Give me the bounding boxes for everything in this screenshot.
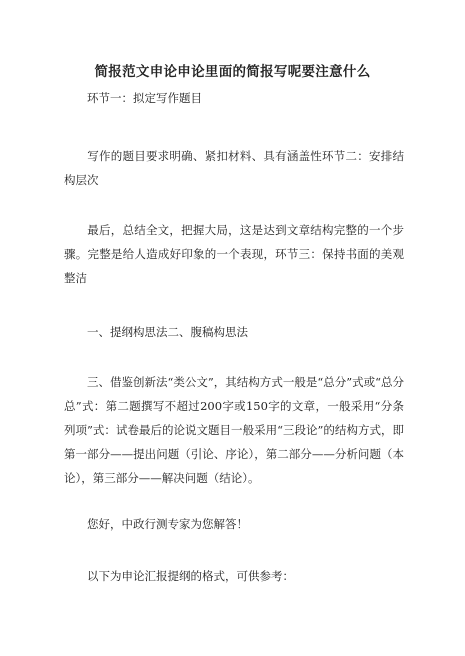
paragraph-7-text: 以下为申论汇报提纲的格式，可供参考： xyxy=(87,569,294,583)
paragraph-7 xyxy=(64,564,404,588)
paragraph-3-text: 最后，总结全文，把握大局，这是达到文章结构完整的一个步骤。完整是给人造成好印象的一个表现，环节三：保持书面的美观整洁 xyxy=(64,223,404,285)
paragraph-1 xyxy=(64,86,404,110)
document-title: 简报范文申论申论里面的简报写呢要注意什么 xyxy=(94,64,371,80)
paragraph-2-text: 写作的题目要求明确、紧扣材料、具有涵盖性环节二：安排结构层次 xyxy=(64,149,404,187)
paragraph-3 xyxy=(64,218,404,290)
paragraph-6 xyxy=(64,512,404,536)
paragraph-2 xyxy=(64,144,404,192)
paragraph-4 xyxy=(64,320,404,344)
paragraph-1-text: 环节一：拟定写作题目 xyxy=(87,91,202,105)
paragraph-5 xyxy=(64,370,404,490)
paragraph-4-text: 一、提纲构思法二、腹稿构思法 xyxy=(87,325,248,339)
paragraph-5-text: 三、借鉴创新法“类公文”，其结构方式一般是“总分”式或“总分总”式：第二题撰写不超过200字或150字的文章，一般采用“分条列项”式：试卷最后的论说文题目一般采用“三段论”的结构方式，即第一部分——提出问题（引论、序论），第二部分——分析问题（本论），第三部分——解决问题（结论）。 xyxy=(64,375,404,485)
paragraph-6-text: 您好，中政行测专家为您解答！ xyxy=(87,517,248,531)
